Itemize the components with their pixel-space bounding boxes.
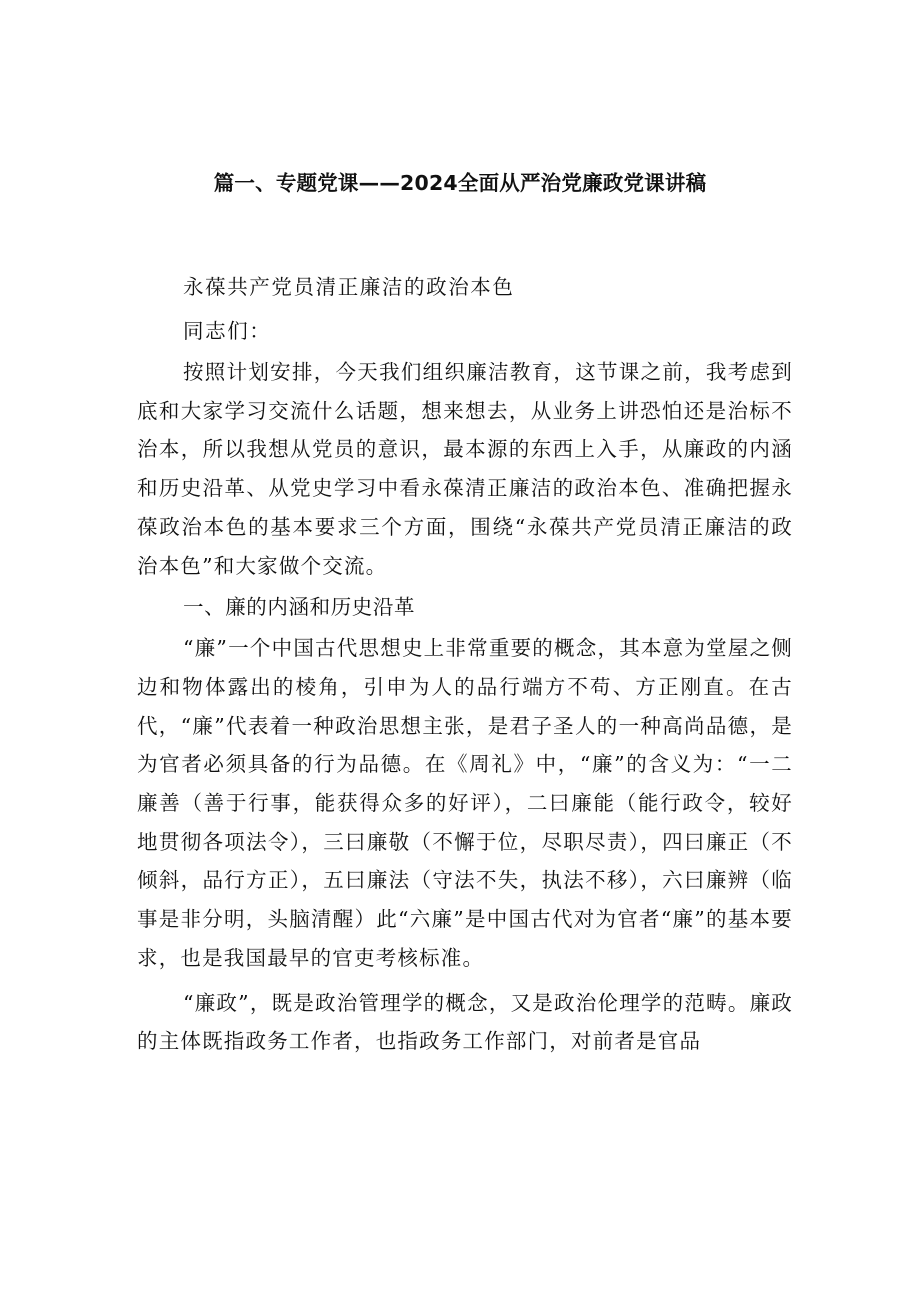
salutation: 同志们： — [183, 319, 272, 343]
speech-subtitle: 永葆共产党员清正廉洁的政治本色 — [183, 275, 515, 299]
document-body — [137, 265, 793, 1061]
section-1-paragraph-1: “廉”一个中国古代思想史上非常重要的概念，其本意为堂屋之侧边和物体露出的棱角，引申为人的品行端方不苟、方正刚直。在古代，“廉”代表着一种政治思想主张，是君子圣人的一种高尚品德，是为官者必须具备的行为品德。在《周礼》中，“廉”的含义为：“一二廉善（善于行事，能获得众多的好评），二曰廉能（能行政令，较好地贯彻各项法令），三曰廉敬（不懈于位，尽职尽责），四曰廉正（不倾斜，品行方正），五曰廉法（守法不失，执法不移），六曰廉辨（临事是非分明，头脑清醒）此“六廉”是中国古代对为官者“廉”的基本要求，也是我国最早的官吏考核标准。 — [137, 636, 793, 970]
section-1-paragraph-2: “廉政”，既是政治管理学的概念，又是政治伦理学的范畴。廉政的主体既指政务工作者，也指政务工作部门，对前者是官品 — [137, 990, 793, 1054]
section-heading-1: 一、廉的内涵和历史沿革 — [183, 595, 416, 620]
intro-paragraph: 按照计划安排，今天我们组织廉洁教育，这节课之前，我考虑到底和大家学习交流什么话题，想来想去，从业务上讲恐怕还是治标不治本，所以我想从党员的意识，最本源的东西上入手，从廉政的内涵和历史沿革、从党史学习中看永葆清正廉洁的政治本色、准确把握永葆政治本色的基本要求三个方面，围绕“永葆共产党员清正廉洁的政治本色”和大家做个交流。 — [137, 360, 793, 578]
document-title: 篇一、专题党课——2024全面从严治党廉政党课讲稿 — [213, 171, 707, 195]
